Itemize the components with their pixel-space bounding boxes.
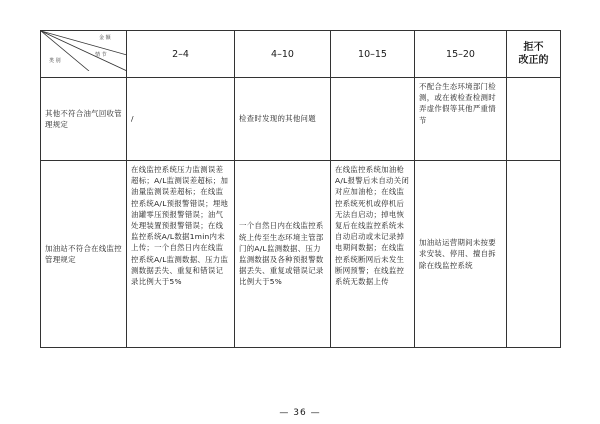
row2-col1: 在线监控系统压力监测误差超标；A/L监测误差超标；加油量监测误差超标；在线监控系统A/L预报警错误；埋地油罐零压预报警错误；油气处理装置预报警错误；在线监控系统A/L数据1min内未上传；一个自然日内在线监控系统A/L监测数据、压力监测数据丢失、重复和错误记录比例大于5% — [127, 161, 235, 348]
row2-col2: 一个自然日内在线监控系统上传至生态环境主管部门的A/L监测数据、压力监测数据及各种预报警数据丢失、重复或错误记录比例大于5% — [235, 161, 331, 348]
header-col-2: 4–10 — [235, 31, 331, 78]
row2-col5 — [507, 161, 561, 348]
header-refuse-line2: 改正的 — [518, 55, 549, 66]
row1-category: 其他不符合油气回收管理规定 — [41, 78, 127, 161]
header-col-refuse — [507, 31, 561, 78]
header-row — [41, 31, 561, 78]
row1-col2: 检查时发现的其他问题 — [235, 78, 331, 161]
penalty-table — [40, 30, 561, 348]
diagonal-lines — [41, 31, 127, 71]
header-refuse-line1: 拒不 — [523, 42, 544, 53]
header-col-3: 10–15 — [331, 31, 415, 78]
row2-col3: 在线监控系统加油枪A/L报警后未自动关闭对应加油枪；在线监控系统死机或停机后无法自启动；掉电恢复后在线监控系统未自动启动或未记录掉电期间数据；在线监控系统断网后未发生断网预警；在线监控系统无数据上传 — [331, 161, 415, 348]
row1-col1: / — [127, 78, 235, 161]
diag-label-amount: 金 额 — [99, 35, 111, 41]
row1-col5 — [507, 78, 561, 161]
table-row — [41, 78, 561, 161]
header-col-4: 15–20 — [415, 31, 507, 78]
row1-col4: 不配合生态环境部门检测，或在被检查检测时弄虚作假等其他严重情节 — [415, 78, 507, 161]
row1-col3 — [331, 78, 415, 161]
diagonal-header-cell — [41, 31, 127, 78]
header-col-1: 2–4 — [127, 31, 235, 78]
row2-col4: 加油站运营期间未按要求安装、停用、擅自拆除在线监控系统 — [415, 161, 507, 348]
diag-label-circumstance: 情 节 — [95, 52, 107, 58]
diag-label-category: 类 别 — [49, 58, 61, 64]
page-number: — 36 — — [279, 408, 321, 418]
table-row — [41, 161, 561, 348]
row2-category: 加油站不符合在线监控管理规定 — [41, 161, 127, 348]
